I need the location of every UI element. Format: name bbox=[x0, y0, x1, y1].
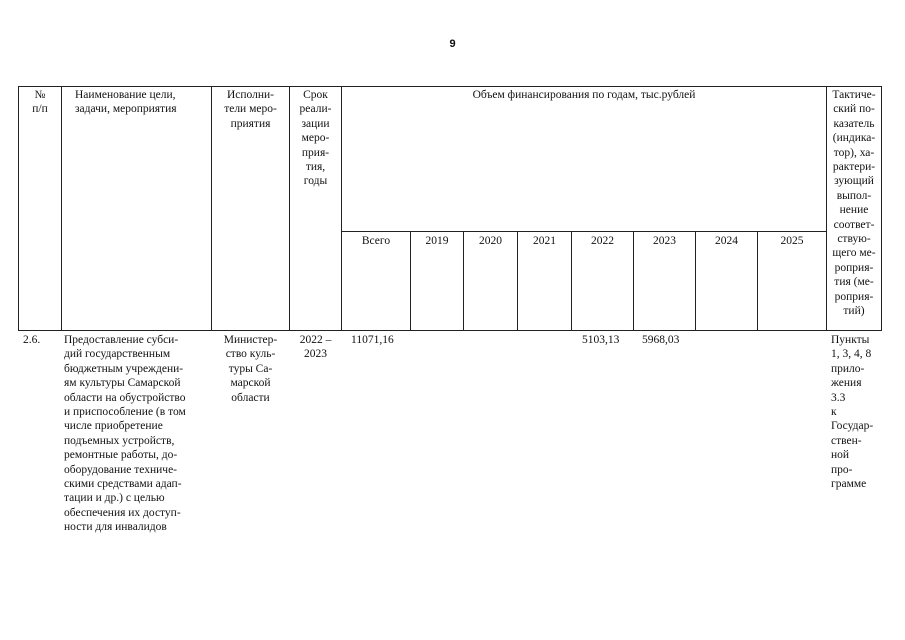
col-line-1 bbox=[61, 86, 62, 331]
col-line-left bbox=[18, 86, 19, 331]
header-year-2024: 2024 bbox=[715, 235, 738, 247]
header-funding: Объем финансирования по годам, тыс.рублей bbox=[472, 89, 696, 101]
header-total: Всего bbox=[361, 235, 391, 247]
header-name: Наименование цели, задачи, мероприятия bbox=[75, 89, 177, 116]
row-indicator: Пункты 1, 3, 4, 8 прило- жения 3.3 к Государ- ствен- ной про- грамме bbox=[831, 334, 874, 491]
row-total: 11071,16 bbox=[351, 334, 394, 346]
row-executor: Министер- ство куль- туры Са- марской области bbox=[223, 334, 278, 404]
header-term: Срок реали- зации меро- прия- тия, годы bbox=[299, 89, 332, 188]
header-year-2023: 2023 bbox=[653, 235, 676, 247]
col-line-4 bbox=[341, 86, 342, 331]
header-year-2022: 2022 bbox=[591, 235, 614, 247]
header-year-2025: 2025 bbox=[780, 235, 804, 247]
table-top-border bbox=[18, 86, 882, 87]
page-number: 9 bbox=[449, 38, 456, 50]
header-year-2021: 2021 bbox=[533, 235, 556, 247]
row-2022: 5103,13 bbox=[582, 334, 620, 346]
row-name: Предоставление субси- дий государственным бюджетным учреждени- ям культуры Самарской области на обустройство и приспособление (в том числе приобретение подъемных устройств, ремонтные работы, до- оборудование техниче- скими средствами адап- тации и др.) с целью обеспечения их доступ- ности для инвалидов bbox=[64, 334, 186, 534]
header-num: № п/п bbox=[32, 89, 48, 116]
header-year-2020: 2020 bbox=[479, 235, 502, 247]
header-executor: Исполни- тели меро- приятия bbox=[224, 89, 277, 130]
header-year-2019: 2019 bbox=[425, 235, 449, 247]
row-2023: 5968,03 bbox=[642, 334, 680, 346]
funding-subheader-line bbox=[341, 231, 826, 232]
col-line-right bbox=[881, 86, 882, 331]
row-number: 2.6. bbox=[23, 334, 41, 346]
header-bottom-border bbox=[18, 330, 882, 331]
header-indicator: Тактиче- ский по- казатель (индика- тор), ха- рактери- зующий выпол- нение соответ- ствую- щего ме- роприя- тия (ме- роприя- тий) bbox=[832, 89, 876, 318]
row-term: 2022 – 2023 bbox=[299, 334, 332, 361]
